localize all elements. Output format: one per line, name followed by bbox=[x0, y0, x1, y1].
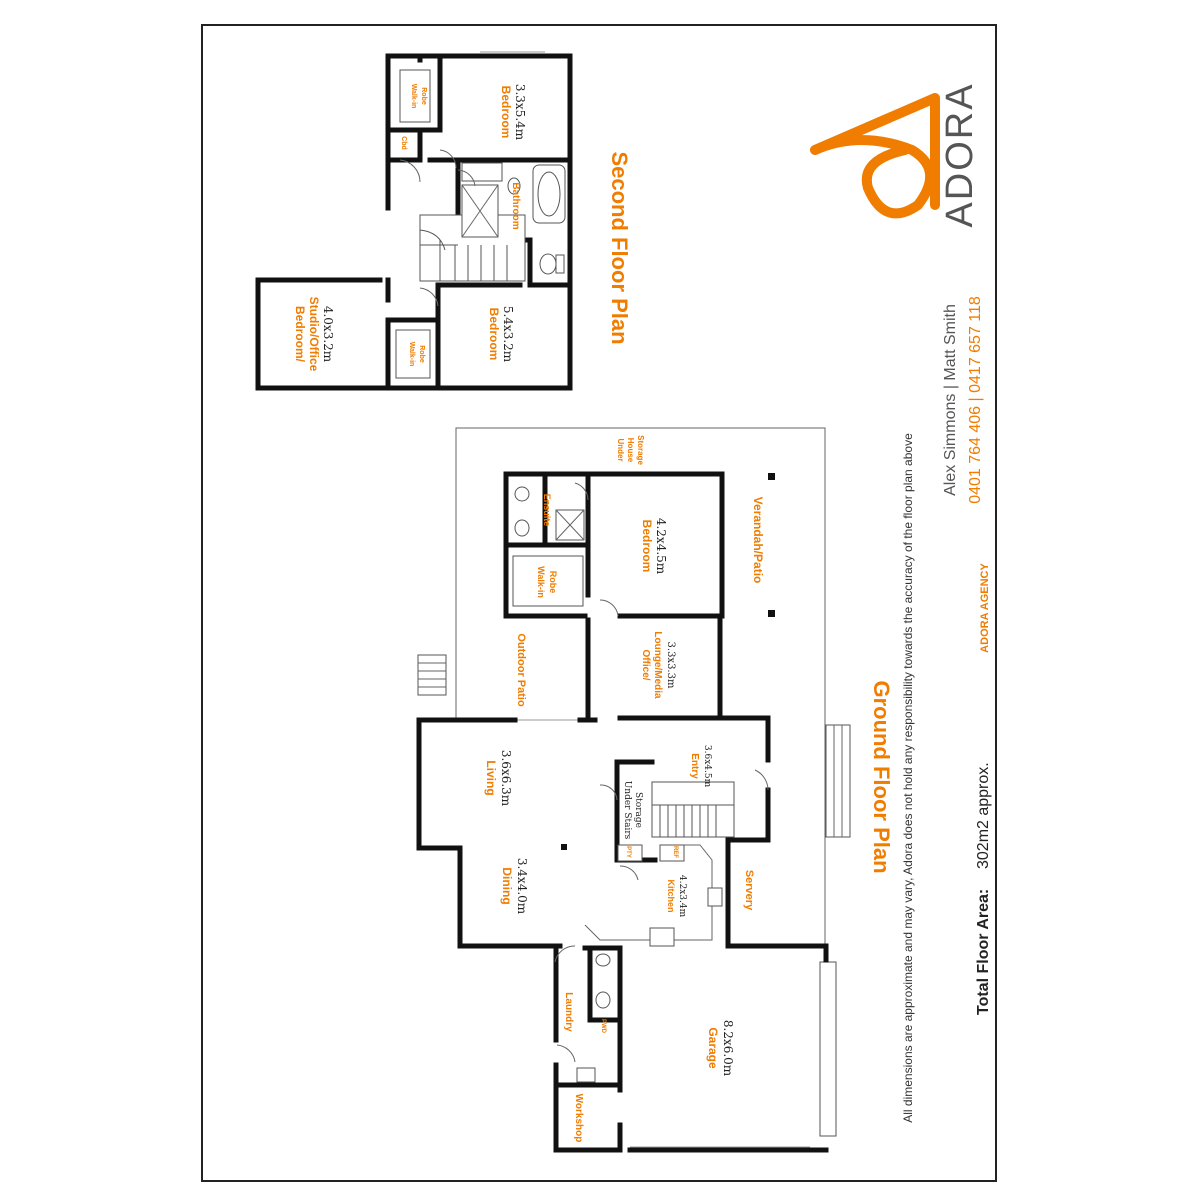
room-label-office-1: Office/ bbox=[640, 649, 651, 681]
adora-logo bbox=[815, 82, 981, 227]
room-label-ref: REF bbox=[672, 846, 678, 858]
room-label-walkin-1: Walk-in bbox=[536, 566, 546, 598]
room-label-studio-2: Studio/Office bbox=[307, 296, 321, 372]
room-label-cbd: Cbd bbox=[400, 136, 407, 150]
room-label-ensuite: Ensuite bbox=[542, 493, 552, 527]
room-label-pty: PTY bbox=[625, 846, 631, 858]
room-label-office-2: Lounge/Media bbox=[652, 631, 663, 699]
room-dim-entry: 3.6x4.5m bbox=[702, 744, 712, 788]
room-label-under-house-1: Under bbox=[616, 438, 625, 462]
room-label-studio-1: Bedroom/ bbox=[293, 305, 307, 363]
room-label-under-stairs-1: Under Stairs bbox=[622, 780, 632, 840]
room-dim-kitchen: 4.2x3.4m bbox=[677, 874, 687, 918]
room-label-walkin-top-1: Walk-in bbox=[410, 83, 417, 109]
room-label-workshop: Workshop bbox=[573, 1093, 584, 1143]
room-label-outdoor-patio: Outdoor Patio bbox=[515, 633, 527, 707]
room-label-under-stairs-2: Storage bbox=[633, 792, 643, 828]
room-dim-dining: 3.4x4.0m bbox=[515, 857, 529, 915]
room-label-walkin-2: Robe bbox=[548, 570, 558, 594]
room-label-bedroom-ground: Bedroom bbox=[640, 519, 654, 573]
ground-floor-title: Ground Floor Plan bbox=[869, 680, 894, 874]
room-label-kitchen: Kitchen bbox=[666, 879, 676, 913]
phones-text: 0401 764 406 | 0417 657 118 bbox=[967, 296, 984, 504]
room-dim-living: 3.6x6.3m bbox=[499, 749, 513, 807]
room-label-under-house-2: House bbox=[626, 437, 635, 463]
room-dim-bedroom-ground: 4.2x4.5m bbox=[654, 517, 668, 575]
agents-text: Alex Simmons | Matt Smith bbox=[942, 304, 959, 496]
total-area-label: Total Floor Area: bbox=[975, 888, 992, 1015]
room-label-living: Living bbox=[484, 760, 498, 796]
room-label-bedroom-bottom: Bedroom bbox=[487, 307, 501, 361]
disclaimer-text: All dimensions are approximate and may vary, Adora does not hold any responsibility towards the accuracy of the floor plan above bbox=[901, 433, 915, 1123]
room-dim-bedroom-bottom: 5.4x3.2m bbox=[501, 305, 515, 363]
agency-logo-text: ADORA AGENCY bbox=[979, 563, 991, 653]
room-label-dining: Dining bbox=[500, 867, 514, 905]
room-dim-office: 3.3x3.3m bbox=[665, 641, 676, 689]
room-dim-garage: 8.2x6.0m bbox=[721, 1019, 735, 1077]
room-label-walkin-top-2: Robe bbox=[420, 87, 427, 105]
room-label-bedroom-top: Bedroom bbox=[499, 85, 513, 139]
room-label-laundry: Laundry bbox=[563, 992, 574, 1032]
ground-floor-plan bbox=[418, 428, 850, 1150]
total-area-value: 302m2 approx. bbox=[975, 762, 992, 869]
room-dim-studio: 4.0x3.2m bbox=[321, 305, 335, 363]
room-label-walkin-bottom-1: Walk-in bbox=[408, 341, 415, 367]
room-label-verandah: Verandah/Patio bbox=[751, 496, 765, 584]
room-label-garage: Garage bbox=[706, 1027, 720, 1069]
room-dim-bedroom-top: 3.3x5.4m bbox=[513, 83, 527, 141]
room-label-pwd: PWD bbox=[600, 1019, 606, 1033]
room-label-under-house-3: Storage bbox=[636, 435, 645, 465]
room-label-servery: Servery bbox=[743, 869, 755, 911]
room-label-walkin-bottom-2: Robe bbox=[418, 345, 425, 363]
room-label-entry: Entry bbox=[689, 753, 700, 779]
logo-wordmark: ADORA bbox=[939, 82, 981, 228]
second-floor-title: Second Floor Plan bbox=[607, 151, 632, 345]
room-label-bathroom: Bathroom bbox=[510, 182, 521, 230]
